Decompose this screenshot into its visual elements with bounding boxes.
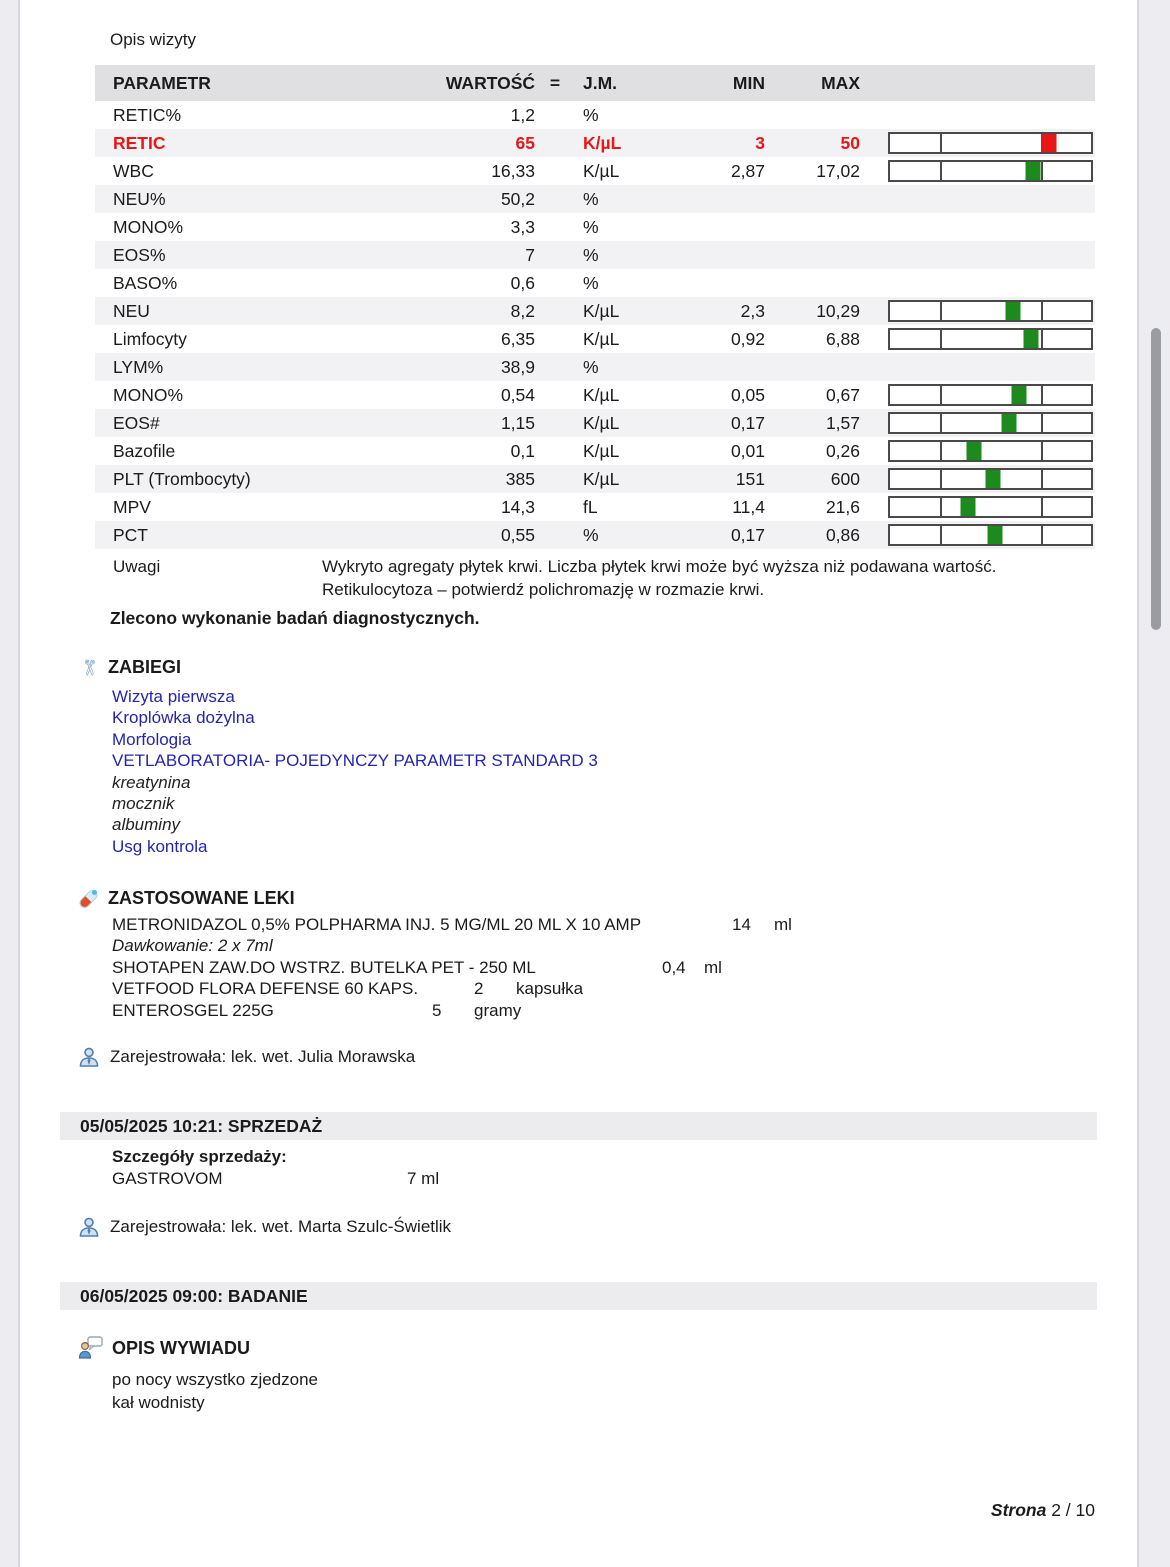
table-row — [95, 269, 1095, 297]
medication-item — [112, 978, 792, 999]
cell-value: 50,2 — [500, 188, 535, 209]
sale-details-heading: Szczegóły sprzedaży: — [112, 1147, 287, 1166]
cell-unit: % — [583, 524, 599, 545]
range-divider — [940, 470, 942, 488]
cell-param: MONO% — [113, 384, 183, 405]
sale-item-qty: 7 ml — [407, 1169, 440, 1188]
range-divider — [1041, 386, 1043, 404]
cell-range — [860, 328, 1095, 350]
cell-max: 6,88 — [825, 328, 860, 349]
cell-unit: % — [583, 356, 599, 377]
table-row — [95, 465, 1095, 493]
range-divider — [940, 386, 942, 404]
cell-param: PLT (Trombocyty) — [113, 468, 251, 489]
cell-max: 0,67 — [825, 384, 860, 405]
cell-param: EOS# — [113, 412, 160, 433]
procedure-item: Kroplówka dożylna — [112, 708, 255, 728]
table-row — [95, 521, 1095, 549]
table-row — [95, 353, 1095, 381]
range-marker — [987, 526, 1002, 544]
cell-value: 16,33 — [491, 160, 535, 181]
range-marker — [1041, 134, 1056, 152]
cell-unit: % — [583, 188, 599, 209]
registered-label: Zarejestrowała: lek. wet. Marta Szulc-Świetlik — [110, 1217, 452, 1236]
range-divider — [1041, 442, 1043, 460]
cell-max: 21,6 — [825, 496, 860, 517]
range-bar — [888, 524, 1093, 546]
range-divider — [940, 442, 942, 460]
cell-range — [860, 440, 1095, 462]
range-marker — [1011, 386, 1026, 404]
range-bar — [888, 496, 1093, 518]
remarks-text — [322, 555, 1095, 601]
medication-unit: ml — [704, 957, 722, 977]
interview-section — [78, 1336, 318, 1414]
table-row — [95, 129, 1095, 157]
range-divider — [940, 526, 942, 544]
procedures-heading: ZABIEGI — [108, 657, 182, 677]
range-bar — [888, 412, 1093, 434]
cell-range — [860, 132, 1095, 154]
table-row — [95, 297, 1095, 325]
medication-unit: gramy — [474, 1000, 522, 1020]
cell-min: 151 — [735, 468, 765, 489]
procedure-item: kreatynina — [112, 772, 191, 792]
range-divider — [1041, 470, 1043, 488]
table-row — [95, 241, 1095, 269]
medication-qty: 14 — [732, 915, 751, 934]
cell-unit: K/µL — [583, 412, 620, 433]
cell-max: 17,02 — [816, 160, 860, 181]
cell-min: 11,4 — [732, 496, 765, 517]
header-cell-param: PARAMETR — [113, 72, 211, 93]
cell-value: 6,35 — [500, 328, 535, 349]
cell-unit: K/µL — [583, 384, 620, 405]
cell-unit: K/µL — [583, 468, 620, 489]
table-row — [95, 381, 1095, 409]
footer-label: Strona — [990, 1500, 1047, 1520]
procedure-item: albuminy — [112, 815, 181, 835]
cell-value: 8,2 — [510, 300, 535, 321]
range-divider — [1041, 414, 1043, 432]
cell-range — [860, 384, 1095, 406]
diagnostics-note: Zlecono wykonanie badań diagnostycznych. — [110, 608, 480, 628]
table-row — [95, 157, 1095, 185]
range-divider — [940, 498, 942, 516]
procedures-section — [78, 655, 598, 857]
results-table — [95, 65, 1095, 601]
range-marker — [985, 470, 1000, 488]
interview-line: kał wodnisty — [112, 1393, 205, 1412]
cell-param: Bazofile — [113, 440, 176, 461]
cell-param: BASO% — [113, 272, 178, 293]
cell-unit: % — [583, 104, 599, 125]
scrollbar-track[interactable] — [1137, 0, 1170, 1567]
table-header — [95, 65, 1095, 101]
cell-param: RETIC% — [113, 104, 182, 125]
medications-heading: ZASTOSOWANE LEKI — [108, 888, 295, 908]
header-cell-unit: J.M. — [583, 72, 618, 93]
cell-min: 0,17 — [730, 412, 765, 433]
cell-value: 38,9 — [500, 356, 535, 377]
medication-item — [112, 1000, 792, 1021]
sale-banner: 05/05/2025 10:21: SPRZEDAŻ — [60, 1112, 1097, 1140]
header-cell-eq: = — [549, 72, 561, 93]
procedure-item: Wizyta pierwsza — [112, 687, 235, 706]
procedure-item: Morfologia — [112, 729, 192, 749]
cell-param: LYM% — [113, 356, 164, 377]
range-divider — [940, 302, 942, 320]
cell-min: 3 — [755, 132, 765, 153]
cell-param: NEU% — [113, 188, 166, 209]
cell-value: 7 — [525, 244, 535, 265]
range-bar — [888, 440, 1093, 462]
medication-name: VETFOOD FLORA DEFENSE 60 KAPS. — [112, 979, 419, 999]
procedures-list — [112, 686, 598, 857]
scrollbar-thumb[interactable] — [1151, 328, 1161, 630]
remarks-line: Wykryto agregaty płytek krwi. Liczba płytek krwi może być wyższa niż podawana wartość. — [322, 557, 997, 576]
medication-qty: 2 — [474, 979, 484, 999]
cell-max: 0,26 — [825, 440, 860, 461]
remarks-row — [95, 549, 1095, 601]
cell-param: Limfocyty — [113, 328, 187, 349]
medication-name: METRONIDAZOL 0,5% POLPHARMA INJ. 5 MG/ML 20 ML X 10 AMP — [112, 915, 642, 934]
table-row — [95, 101, 1095, 129]
cell-max: 50 — [840, 132, 860, 153]
cell-unit: % — [583, 216, 599, 237]
range-bar — [888, 160, 1093, 182]
cell-min: 2,87 — [730, 160, 765, 181]
document-page — [20, 0, 1137, 1567]
range-divider — [940, 414, 942, 432]
pill-icon — [78, 889, 100, 909]
registered-label: Zarejestrowała: lek. wet. Julia Morawska — [110, 1047, 416, 1066]
sale-item — [112, 1168, 439, 1190]
range-marker — [967, 442, 982, 460]
page-footer — [991, 1500, 1095, 1521]
person-icon — [78, 1216, 100, 1238]
range-marker — [1023, 330, 1038, 348]
cell-param: EOS% — [113, 244, 166, 265]
cell-unit: K/µL — [583, 132, 622, 153]
cell-value: 385 — [505, 468, 535, 489]
interview-heading: OPIS WYWIADU — [112, 1337, 250, 1358]
cell-value: 0,55 — [500, 524, 535, 545]
dosage-note: Dawkowanie: 2 x 7ml — [112, 936, 273, 956]
table-row — [95, 325, 1095, 353]
range-marker — [1005, 302, 1020, 320]
medication-qty: 0,4 — [662, 957, 686, 977]
cell-min: 2,3 — [740, 300, 765, 321]
cell-unit: K/µL — [583, 160, 620, 181]
scissors-icon: ✄ — [77, 659, 100, 676]
cell-param: WBC — [113, 160, 154, 181]
footer-page-number: 2 / 10 — [1051, 1500, 1095, 1520]
cell-param: MPV — [113, 496, 151, 517]
cell-max: 0,86 — [825, 524, 860, 545]
range-marker — [1025, 162, 1040, 180]
cell-min: 0,92 — [730, 328, 765, 349]
cell-value: 0,54 — [500, 384, 535, 405]
table-row — [95, 493, 1095, 521]
medications-section — [78, 888, 792, 1021]
range-divider — [1041, 330, 1043, 348]
cell-range — [860, 468, 1095, 490]
range-marker — [1001, 414, 1016, 432]
cell-max: 600 — [830, 468, 860, 489]
header-cell-max: MAX — [821, 72, 860, 93]
medication-qty: 5 — [432, 1000, 442, 1020]
cell-range — [860, 496, 1095, 518]
sale-items — [112, 1168, 439, 1190]
person-icon — [78, 1046, 100, 1068]
table-rows — [95, 101, 1095, 549]
medications-list — [112, 914, 792, 1021]
cell-value: 0,6 — [510, 272, 535, 293]
sale-details — [112, 1146, 439, 1190]
header-cell-value: WARTOŚĆ — [445, 72, 535, 93]
table-row — [95, 409, 1095, 437]
cell-range — [860, 412, 1095, 434]
range-divider — [1041, 526, 1043, 544]
range-divider — [940, 134, 942, 152]
interview-lines — [112, 1368, 318, 1414]
page-title: Opis wizyty — [110, 30, 196, 49]
cell-range — [860, 300, 1095, 322]
table-row — [95, 437, 1095, 465]
range-marker — [961, 498, 976, 516]
exam-banner: 06/05/2025 09:00: BADANIE — [60, 1282, 1097, 1310]
table-row — [95, 185, 1095, 213]
procedure-item: VETLABORATORIA- POJEDYNCZY PARAMETR STANDARD 3 — [112, 751, 598, 771]
cell-range — [860, 160, 1095, 182]
cell-min: 0,17 — [730, 524, 765, 545]
medication-item — [112, 914, 792, 935]
procedure-item: Usg kontrola — [112, 836, 208, 856]
cell-unit: K/µL — [583, 440, 620, 461]
range-divider — [1041, 498, 1043, 516]
page-margin-left — [0, 0, 20, 1567]
range-divider — [1041, 162, 1043, 180]
cell-value: 65 — [515, 132, 535, 153]
header-cell-min: MIN — [732, 72, 765, 93]
cell-unit: % — [583, 272, 599, 293]
remarks-line: Retikulocytoza – potwierdź polichromazję w rozmazie krwi. — [322, 580, 765, 599]
cell-unit: % — [583, 244, 599, 265]
cell-param: MONO% — [113, 216, 183, 237]
sale-item-name: GASTROVOM — [112, 1169, 223, 1188]
range-bar — [888, 384, 1093, 406]
cell-unit: K/µL — [583, 300, 620, 321]
cell-param: PCT — [113, 524, 148, 545]
registered-by — [78, 1216, 451, 1238]
range-bar — [888, 300, 1093, 322]
range-divider — [940, 330, 942, 348]
registered-by — [78, 1046, 415, 1068]
cell-value: 0,1 — [510, 440, 535, 461]
cell-range — [860, 524, 1095, 546]
cell-max: 1,57 — [825, 412, 860, 433]
interview-line: po nocy wszystko zjedzone — [112, 1370, 318, 1389]
cell-value: 1,15 — [500, 412, 535, 433]
cell-unit: K/µL — [583, 328, 620, 349]
range-bar — [888, 132, 1093, 154]
cell-max: 10,29 — [816, 300, 860, 321]
interview-icon — [78, 1336, 104, 1360]
medication-item — [112, 957, 792, 978]
medication-name: ENTEROSGEL 225G — [112, 1000, 274, 1020]
remarks-label: Uwagi — [113, 557, 161, 576]
cell-param: RETIC — [113, 132, 166, 153]
medication-unit: ml — [774, 915, 792, 934]
cell-min: 0,01 — [730, 440, 765, 461]
medication-name: SHOTAPEN ZAW.DO WSTRZ. BUTELKA PET - 250 ML — [112, 957, 536, 977]
cell-min: 0,05 — [730, 384, 765, 405]
medication-unit: kapsułka — [516, 979, 584, 999]
range-bar — [888, 468, 1093, 490]
cell-param: NEU — [113, 300, 150, 321]
procedure-item: mocznik — [112, 794, 175, 814]
cell-value: 14,3 — [500, 496, 535, 517]
range-divider — [940, 162, 942, 180]
table-row — [95, 213, 1095, 241]
cell-unit: fL — [583, 496, 598, 517]
cell-value: 3,3 — [510, 216, 535, 237]
range-bar — [888, 328, 1093, 350]
cell-value: 1,2 — [510, 104, 535, 125]
range-divider — [1041, 302, 1043, 320]
